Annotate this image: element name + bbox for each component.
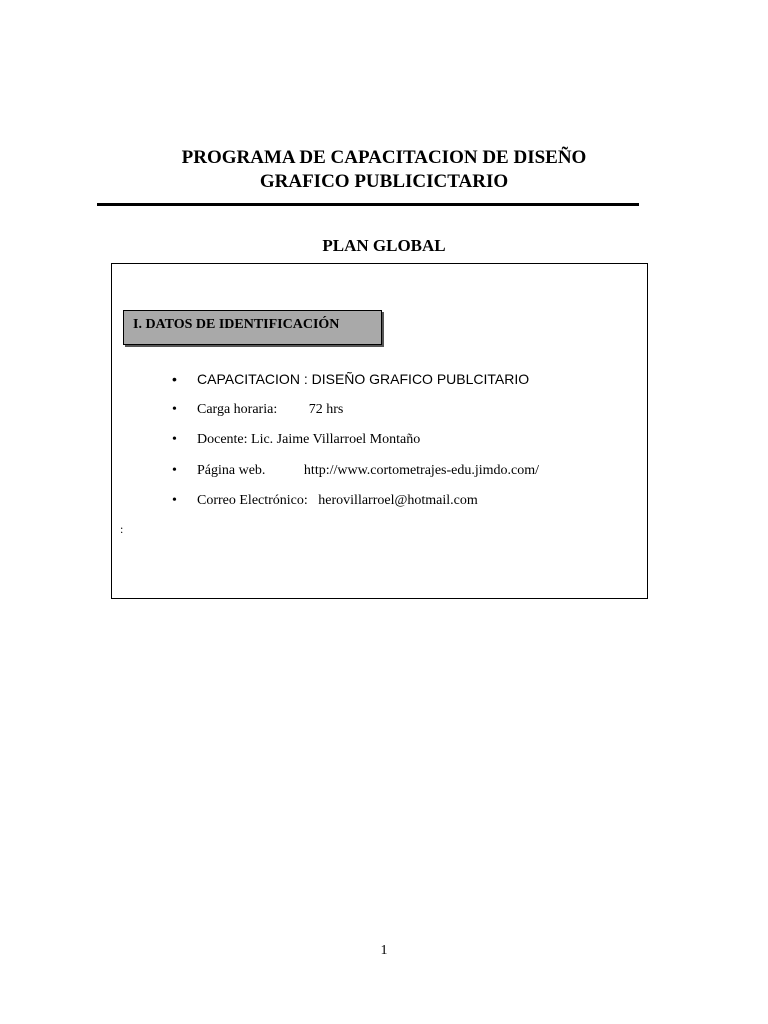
page-number: 1 bbox=[380, 943, 388, 958]
list-item-capacitacion: • CAPACITACION : DISEÑO GRAFICO PUBLCITARIO bbox=[172, 367, 539, 398]
title-line-1: PROGRAMA DE CAPACITACION DE DISEÑO bbox=[181, 147, 587, 168]
stray-colon: : bbox=[120, 522, 124, 536]
title-rule bbox=[97, 203, 639, 206]
identification-list bbox=[172, 367, 539, 520]
title-line-2: GRAFICO PUBLICICTARIO bbox=[259, 171, 509, 192]
identification-box bbox=[111, 263, 648, 599]
document-title bbox=[0, 146, 768, 194]
list-item-docente: • Docente: Lic. Jaime Villarroel Montaño bbox=[172, 428, 539, 459]
list-item-correo: • Correo Electrónico: herovillarroel@hotmail.com bbox=[172, 489, 539, 520]
list-item-pagina-web: • Página web. http://www.cortometrajes-edu.jimdo.com/ bbox=[172, 459, 539, 490]
section-header: I. DATOS DE IDENTIFICACIÓN bbox=[123, 310, 382, 345]
list-item-carga-horaria: • Carga horaria: 72 hrs bbox=[172, 398, 539, 429]
plan-global-heading: PLAN GLOBAL bbox=[322, 236, 446, 255]
